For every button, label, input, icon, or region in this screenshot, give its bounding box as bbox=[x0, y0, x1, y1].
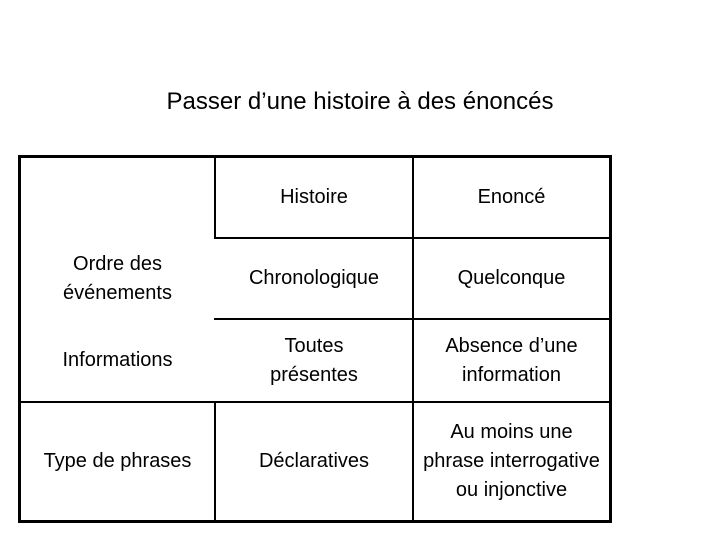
row-label-type-phrases: Type de phrases bbox=[43, 450, 192, 472]
header-empty-cell bbox=[21, 158, 214, 237]
row-ordre-enonce: Quelconque bbox=[457, 267, 566, 289]
row-ordre-histoire: Chronologique bbox=[248, 267, 380, 289]
row-label-informations: Informations bbox=[62, 349, 173, 371]
row-type-phrases-enonce: Au moins une phrase interrogative ou injonctive bbox=[423, 421, 600, 501]
slide-title: Passer d’une histoire à des énoncés bbox=[166, 88, 554, 115]
header-histoire: Histoire bbox=[280, 186, 348, 208]
row-label-ordre: Ordre des événements bbox=[63, 252, 172, 304]
row-type-phrases-histoire: Déclaratives bbox=[258, 450, 370, 472]
header-enonce: Enoncé bbox=[477, 186, 546, 208]
row-informations-enonce: Absence d’une information bbox=[445, 334, 578, 386]
comparison-table bbox=[18, 155, 612, 523]
row-informations-histoire: Toutes présentes bbox=[270, 334, 358, 386]
